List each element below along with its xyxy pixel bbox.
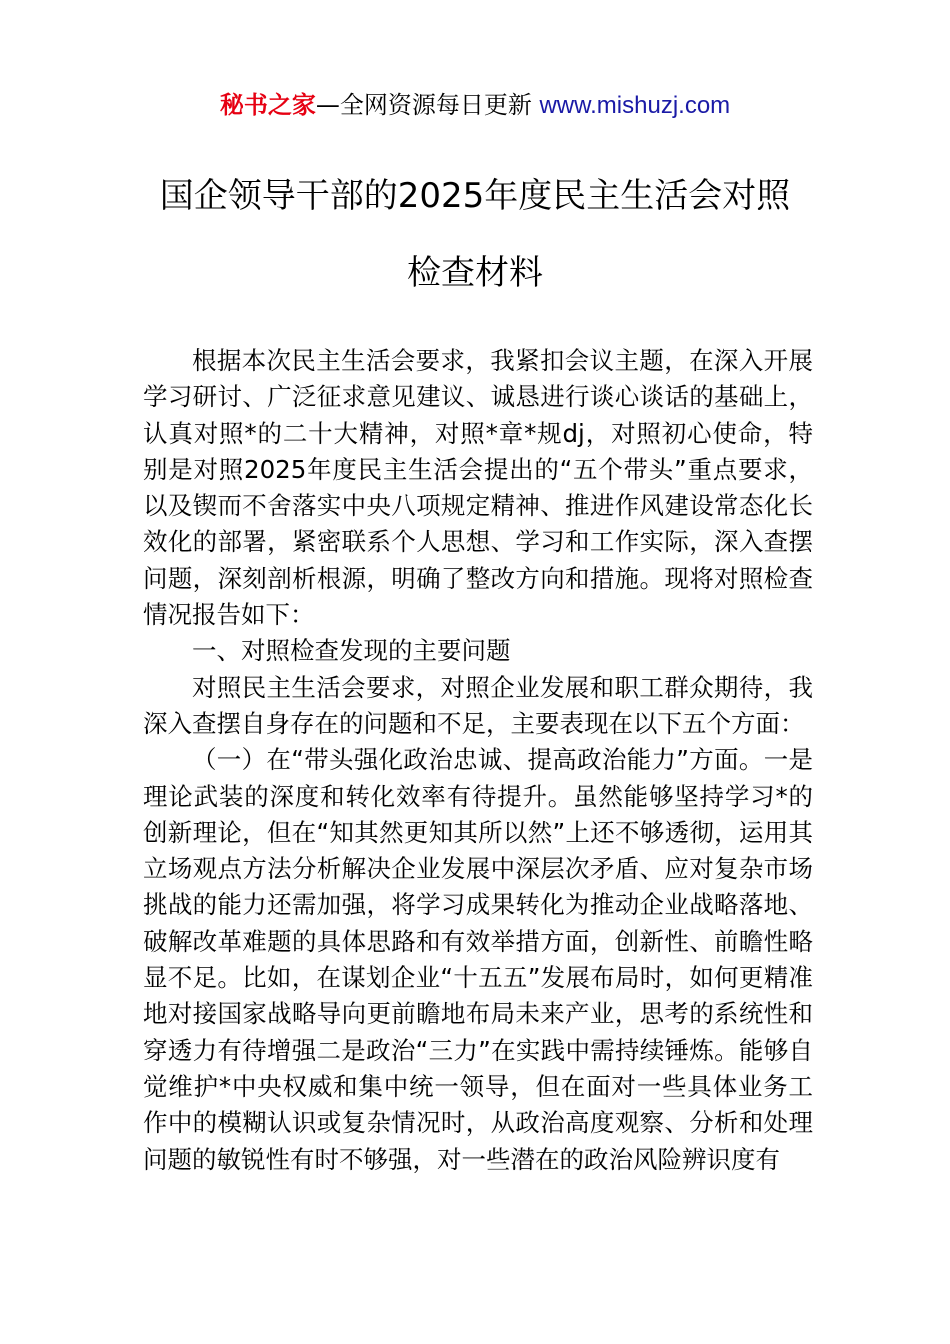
section-heading: 一、对照检查发现的主要问题 xyxy=(192,636,511,666)
document-title xyxy=(0,158,950,312)
document-title-line-2: 检查材料 xyxy=(407,253,543,293)
subsection-paragraph: （一）在“带头强化政治忠诚、提高政治能力”方面。一是理论武装的深度和转化效率有待提升。虽然能够坚持学习*的创新理论，但在“知其然更知其所以然”上还不够透彻，运用其立场观点方法分析解决企业发展中深层次矛盾、应对复杂市场挑战的能力还需加强，将学习成果转化为推动企业战略落地、破解改革难题的具体思路和有效举措方面，创新性、前瞻性略显不足。比如，在谋划企业“十五五”发展布局时，如何更精准地对接国家战略导向更前瞻地布局未来产业，思考的系统性和穿透力有待增强二是政治“三力”在实践中需持续锤炼。能够自觉维护*中央权威和集中统一领导，但在面对一些具体业务工作中的模糊认识或复杂情况时，从政治高度观察、分析和处理问题的敏锐性有时不够强，对一些潜在的政治风险辨识度有 xyxy=(143,745,813,1174)
site-brand: 秘书之家 xyxy=(219,91,316,119)
section-intro-paragraph: 对照民主生活会要求，对照企业发展和职工群众期待，我深入查摆自身存在的问题和不足，主要表现在以下五个方面： xyxy=(143,672,813,738)
site-slogan: —全网资源每日更新 xyxy=(315,91,532,119)
site-url-link[interactable]: www.mishuzj.com xyxy=(539,92,731,119)
document-title-line-1: 国企领导干部的2025年度民主生活会对照 xyxy=(159,176,791,216)
intro-paragraph: 根据本次民主生活会要求，我紧扣会议主题，在深入开展学习研讨、广泛征求意见建议、诚恳进行谈心谈话的基础上，认真对照*的二十大精神，对照*章*规dj，对照初心使命，特别是对照2025年度民主生活会提出的“五个带头”重点要求，以及锲而不舍落实中央八项规定精神、推进作风建设常态化长效化的部署，紧密联系个人思想、学习和工作实际，深入查摆问题，深刻剖析根源，明确了整改方向和措施。现将对照检查情况报告如下： xyxy=(143,346,813,630)
site-header xyxy=(0,88,950,123)
document-body xyxy=(143,343,813,1178)
